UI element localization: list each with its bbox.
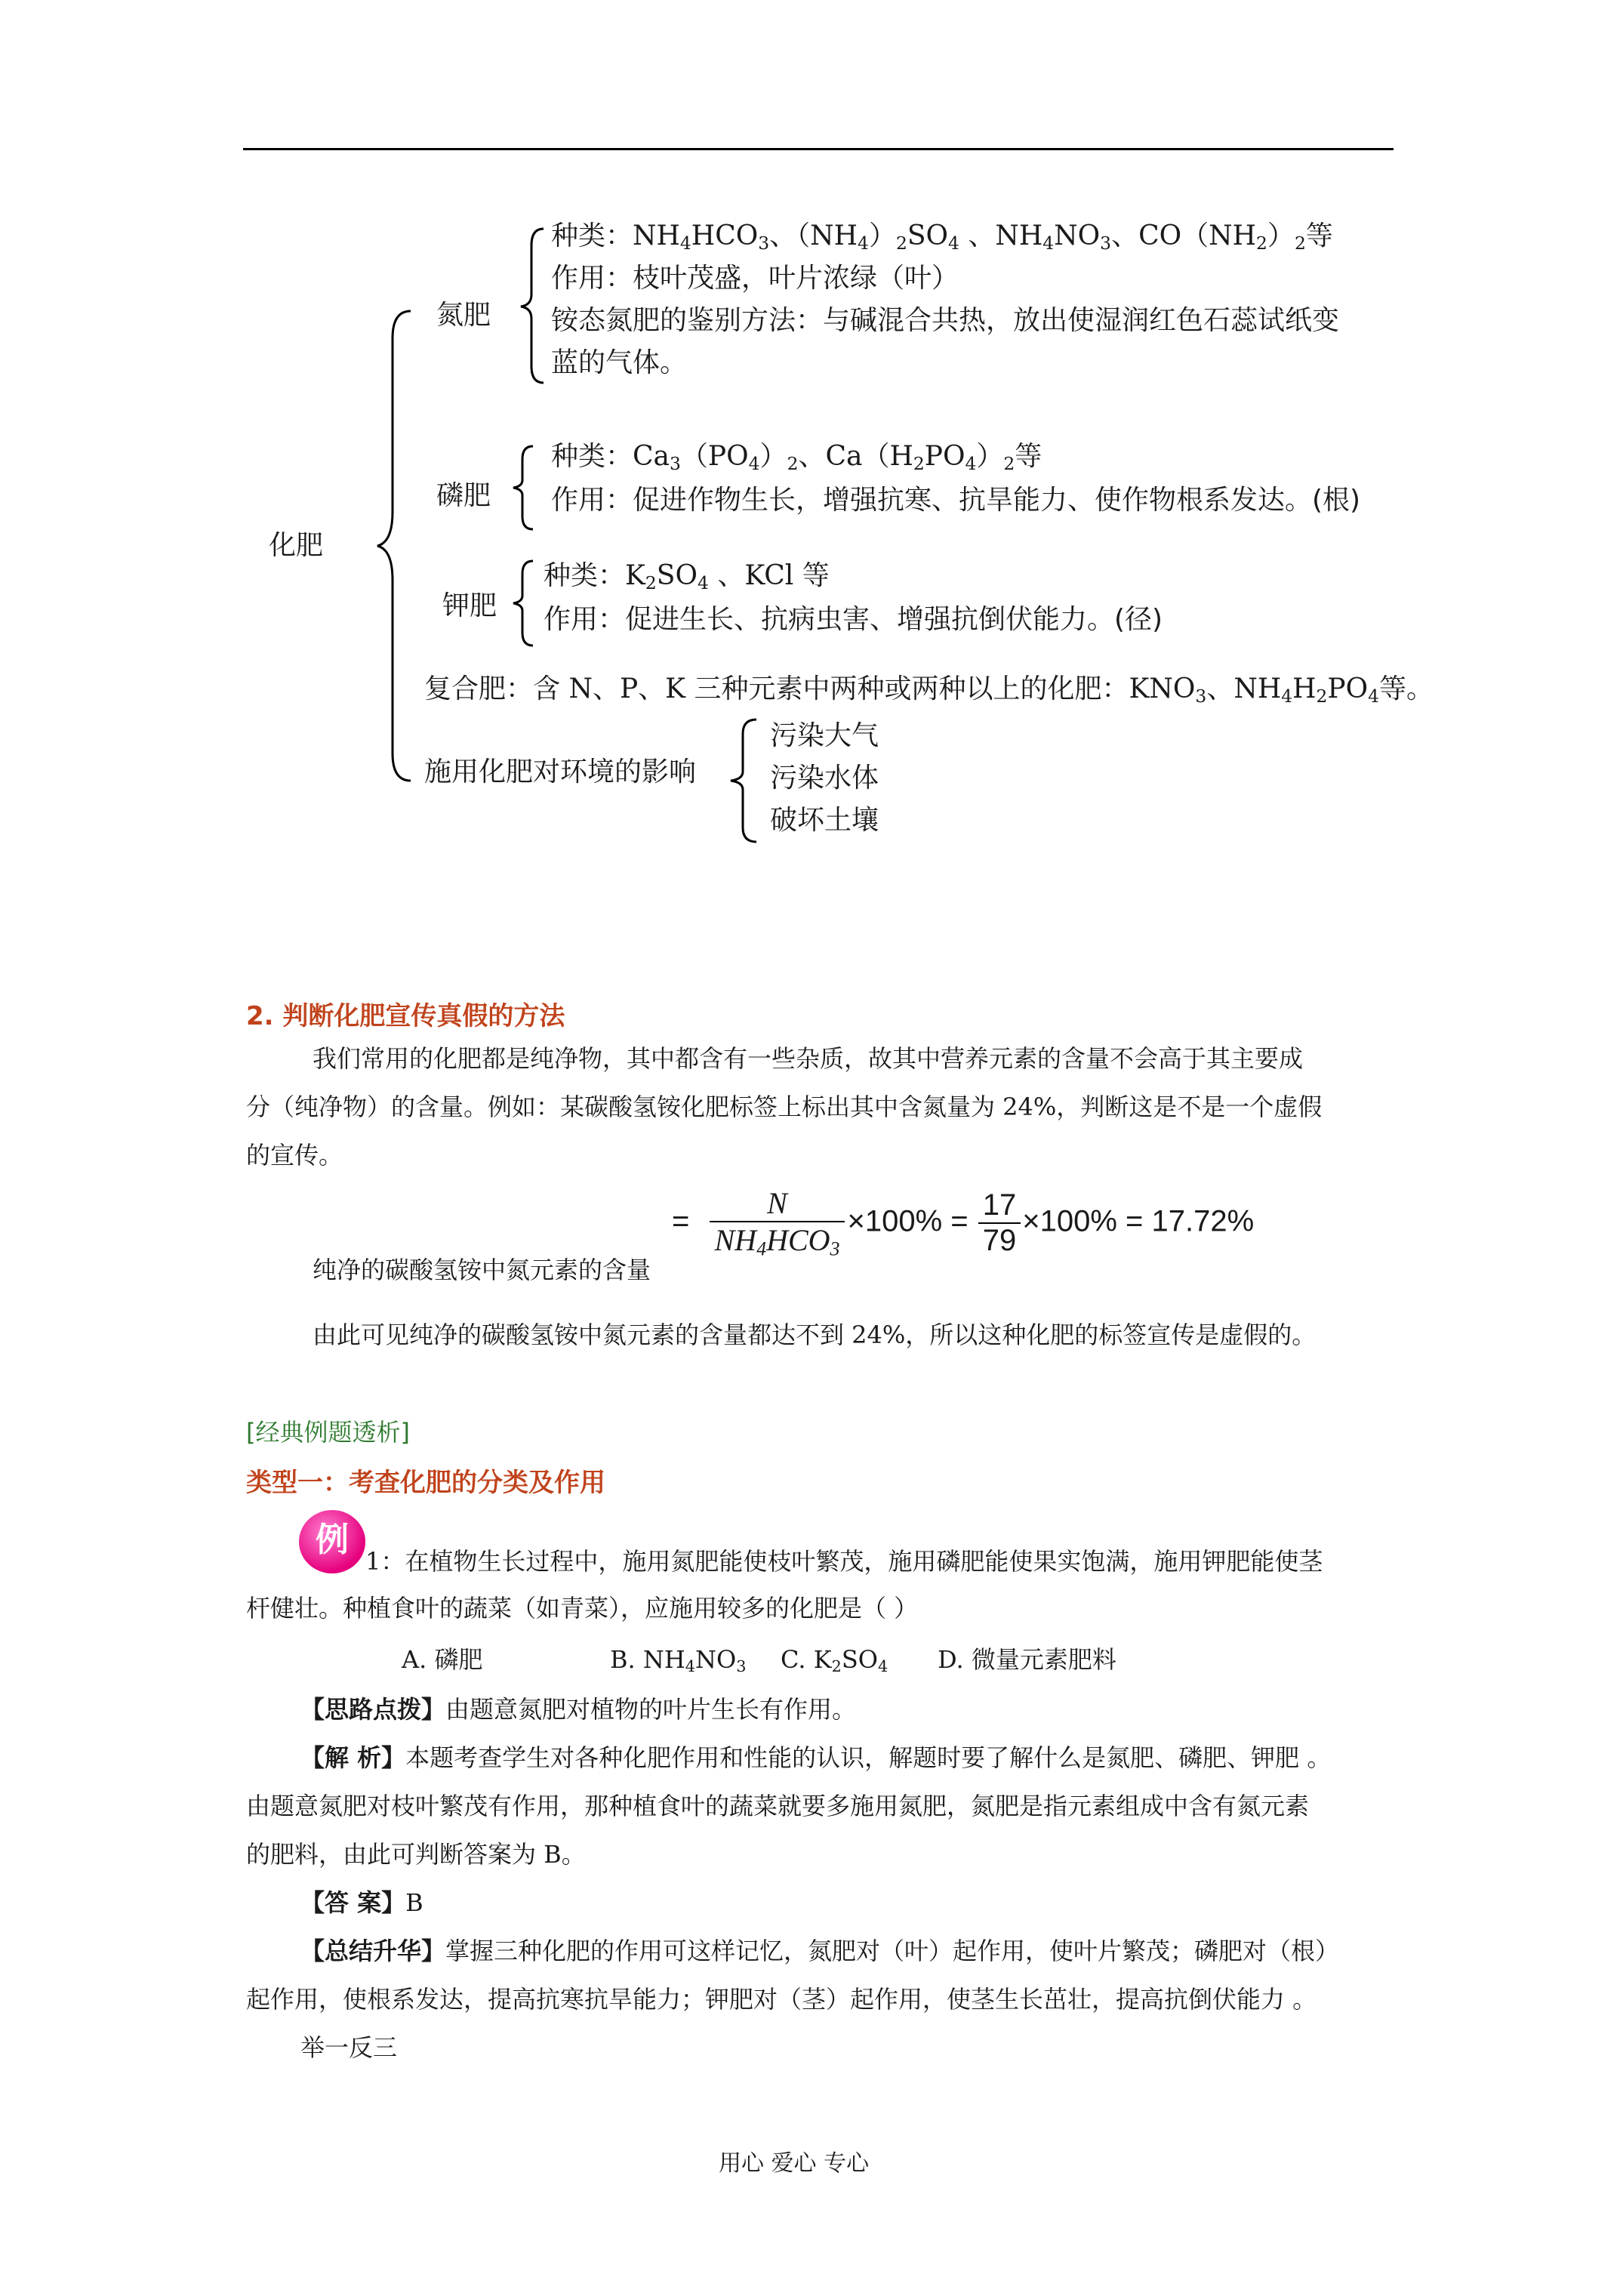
- potassium-label: 钾肥: [442, 590, 497, 621]
- section2-para-line2: 分（纯净物）的含量。例如：某碳酸氢铵化肥标签上标出其中含氮量为 24%，判断这是不是一个虚假: [246, 1093, 1323, 1121]
- page-footer: 用心 爱心 专心: [719, 2150, 870, 2177]
- nitrogen-content-formula: = $\frac{N}{NH_4HCO_3}$ ×100% = $\frac{17}{79}$ ×100% = 17.72%: [672, 1186, 1255, 1260]
- section2-para-line1: 我们常用的化肥都是纯净物，其中都含有一些杂质，故其中营养元素的含量不会高于其主要成: [313, 1044, 1304, 1073]
- extend-label: 举一反三: [300, 2033, 398, 2062]
- section2-heading: 2. 判断化肥宣传真假的方法: [246, 1001, 565, 1031]
- question-line1: 1：在植物生长过程中，施用氮肥能使枝叶繁茂，施用磷肥能使果实饱满，施用钾肥能使茎: [365, 1547, 1323, 1576]
- section2-para-line3: 的宣传。: [246, 1141, 343, 1170]
- phosphorus-brace: [510, 444, 537, 532]
- nitrogen-test-line1: 铵态氮肥的鉴别方法：与碱混合共热，放出使湿润红色石蕊试纸变: [551, 305, 1340, 336]
- root-brace: [374, 308, 420, 784]
- option-c: C. $K_2SO_4$: [781, 1645, 888, 1676]
- analysis-line1: 【解 析】本题考查学生对各种化肥作用和性能的认识，解题时要了解什么是氮肥、磷肥、钾肥 。: [300, 1743, 1332, 1772]
- option-a: A. 磷肥: [402, 1645, 483, 1674]
- formula-label: 纯净的碳酸氢铵中氮元素的含量: [313, 1256, 651, 1284]
- potassium-kinds: 种类：$K_2SO_4$ 、KCl 等: [544, 560, 830, 593]
- nitrogen-brace: [518, 227, 548, 385]
- env-item-water: 污染水体: [770, 763, 879, 794]
- answer: 【答 案】B: [300, 1888, 423, 1917]
- env-item-soil: 破坏土壤: [770, 805, 879, 836]
- phosphorus-label: 磷肥: [436, 480, 491, 511]
- examples-tag: [经典例题透析]: [246, 1418, 410, 1447]
- environment-brace: [728, 717, 761, 844]
- nitrogen-kinds: 种类：$NH_4HCO_3$、$(NH_4)_2SO_4$ 、$NH_4NO_3$、$CO(NH_2)_2$等: [551, 220, 1333, 254]
- example-badge: 例: [299, 1510, 365, 1573]
- phosphorus-kinds: 种类：$Ca_3(PO_4)_2$、$Ca(H_2PO_4)_2$等: [551, 441, 1042, 474]
- nitrogen-test-line2: 蓝的气体。: [551, 347, 688, 378]
- phosphorus-use: 作用：促进作物生长，增强抗寒、抗旱能力、使作物根系发达。(根): [551, 485, 1361, 516]
- type1-heading: 类型一：考查化肥的分类及作用: [246, 1468, 605, 1498]
- env-item-air: 污染大气: [770, 720, 879, 751]
- potassium-use: 作用：促进生长、抗病虫害、增强抗倒伏能力。(径): [544, 604, 1163, 635]
- summary-line2: 起作用，使根系发达，提高抗寒抗旱能力；钾肥对（茎）起作用，使茎生长茁壮，提高抗倒伏能力 。: [246, 1985, 1317, 2014]
- nitrogen-label: 氮肥: [436, 300, 491, 331]
- option-d: D. 微量元素肥料: [938, 1645, 1116, 1674]
- analysis-line2: 由题意氮肥对枝叶繁茂有作用，那种植食叶的蔬菜就要多施用氮肥，氮肥是指元素组成中含有氮元素: [246, 1792, 1310, 1820]
- compound-fertilizer: 复合肥：含 N、P、K 三种元素中两种或两种以上的化肥：$KNO_3$、$NH_4H_2PO_4$等。: [424, 673, 1434, 707]
- header-rule: [243, 148, 1394, 150]
- nitrogen-use: 作用：枝叶茂盛，叶片浓绿（叶）: [551, 263, 959, 294]
- hint: 【思路点拨】由题意氮肥对植物的叶片生长有作用。: [300, 1695, 857, 1724]
- environment-label: 施用化肥对环境的影响: [424, 757, 697, 787]
- potassium-brace: [510, 559, 537, 648]
- summary-line1: 【总结升华】掌握三种化肥的作用可这样记忆，氮肥对（叶）起作用，使叶片繁茂；磷肥对（根）: [300, 1937, 1340, 1965]
- option-b: B. $NH_4NO_3$: [610, 1645, 747, 1676]
- analysis-line3: 的肥料，由此可判断答案为 B。: [246, 1840, 586, 1869]
- section2-conclusion: 由此可见纯净的碳酸氢铵中氮元素的含量都达不到 24%，所以这种化肥的标签宣传是虚假的。: [313, 1321, 1317, 1349]
- root-label: 化肥: [269, 530, 324, 561]
- question-line2: 杆健壮。种植食叶的蔬菜（如青菜），应施用较多的化肥是（ ）: [246, 1594, 919, 1623]
